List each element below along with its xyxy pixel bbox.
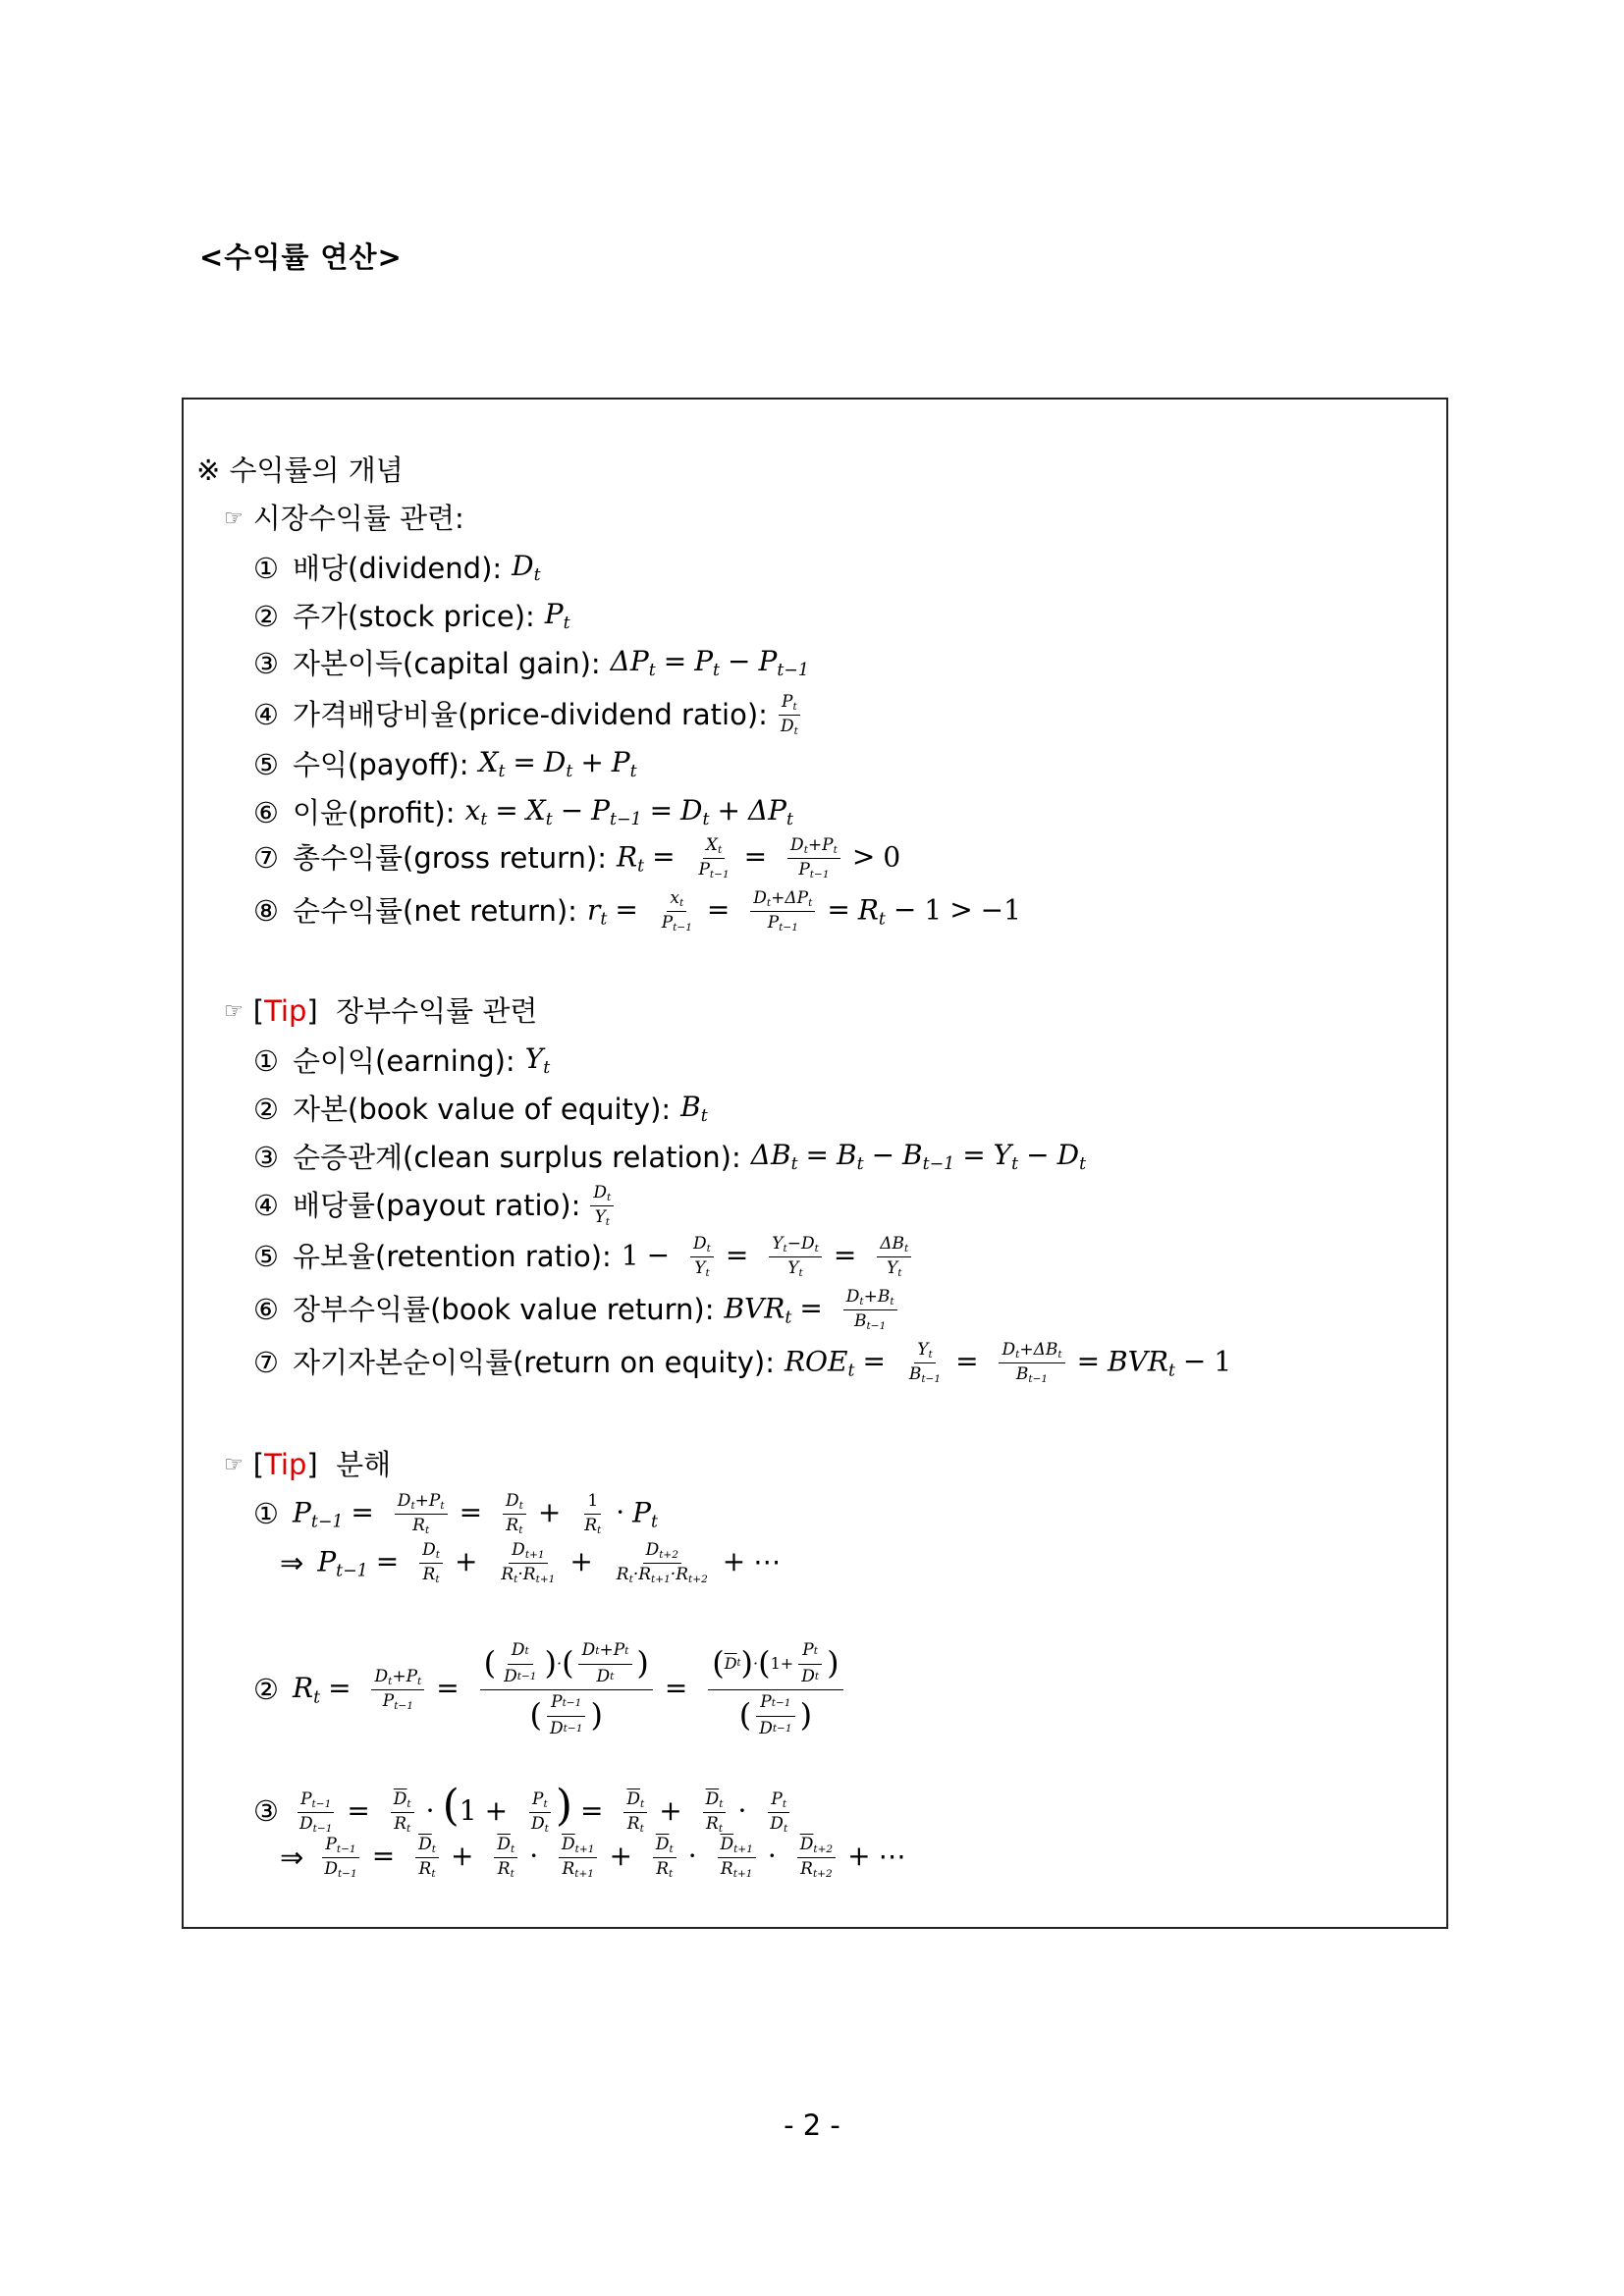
formula: $X_t = D_t + P_t$ xyxy=(478,746,637,782)
s2-item-3: ③ 순증관계(clean surplus relation): $\Delta B_t = B_t - B_{t-1} = Y_t - D_t$ xyxy=(253,1139,1087,1175)
formula: $\frac{P_{t-1}}{D_{t-1}}$ = $\frac{\overline{D}_t}{R_t}$ + $\frac{\overline{D}_t}{R_t}$ · $\frac{\overline{D}_{t+1}}{R_{t+1}}$ + $\frac{\overline{D}_t}{R_t}$ · $\frac{\overline{D}_{t+1}}{R_{t+1}}$ · $\frac{\overline{D}_{t+2}}{R_{t+2}}$ + ⋯ xyxy=(324,1835,906,1881)
formula: $x_t = X_t - P_{t-1} = D_t + \Delta P_t$ xyxy=(464,794,793,830)
s3-item-2: ② $R_t$ = $\frac{D_t+P_t}{P_{t-1}}$ = ( D t D t−1 ) · ( D t +P t D t ) ( P t−1 D t−1 ) = ( $\overline{D}$ t ) · ( 1+ P t D t ) ( P t−1 D t−1 ) xyxy=(253,1641,847,1738)
formula: $P_{t-1}$ = $\frac{D_t}{R_t}$ + $\frac{D_{t+1}}{R_t\cdot R_{t+1}}$ + $\frac{D_{t+2}}{R_t\cdot R_{t+1}\cdot R_{t+2}}$ + ⋯ xyxy=(317,1540,782,1586)
pointing-hand-icon: ☞ xyxy=(224,506,244,531)
s1-item-6: ⑥ 이윤(profit): $x_t = X_t - P_{t-1} = D_t + \Delta P_t$ xyxy=(253,794,793,830)
tip-label: Tip xyxy=(264,1448,307,1481)
formula: $B_t$ xyxy=(680,1091,708,1127)
s3-item-1-expansion: ⇒ $P_{t-1}$ = $\frac{D_t}{R_t}$ + $\frac{D_{t+1}}{R_t\cdot R_{t+1}}$ + $\frac{D_{t+2}}{R_t\cdot R_{t+1}\cdot R_{t+2}}$ + ⋯ xyxy=(280,1540,782,1586)
page-heading: <수익률 연산> xyxy=(199,240,403,274)
section2-title: 장부수익률 관련 xyxy=(336,994,538,1028)
s2-item-5: ⑤ 유보율(retention ratio): 1 − $\frac{D_t}{Y_t}$ = $\frac{Y_t-D_t}{Y_t}$ = $\frac{\Delta B_t}{Y_t}$ xyxy=(253,1235,915,1280)
formula: $\Delta B_t = B_t - B_{t-1} = Y_t - D_t$ xyxy=(750,1139,1087,1175)
formula: $ROE_t$ = $\frac{Y_t}{B_{t-1}}$ = $\frac{D_t+\Delta B_t}{B_{t-1}}$ = $BVR_t - 1$ xyxy=(784,1340,1232,1386)
section1-title: 시장수익률 관련: xyxy=(252,502,464,535)
s1-item-3: ③ 자본이득(capital gain): $\Delta P_t = P_t - P_{t-1}$ xyxy=(253,645,809,681)
s1-item-1: ① 배당(dividend): $D_t$ xyxy=(253,550,541,586)
formula: $Y_t$ xyxy=(524,1042,551,1079)
formula: $R_t$ = $\frac{D_t+P_t}{P_{t-1}}$ = ( D t D t−1 ) · ( D t +P t D t ) ( P t−1 D t−1 ) = ( $\overline{D}$ t ) · ( 1+ P t D t ) ( P t−1 D t−1 ) xyxy=(293,1641,847,1738)
s1-item-2: ② 주가(stock price): $P_t$ xyxy=(253,598,570,634)
section3-title: 분해 xyxy=(336,1448,392,1481)
formula: $D_t$ xyxy=(512,550,541,586)
formula: $BVR_t$ = $\frac{D_t+B_t}{B_{t-1}}$ xyxy=(724,1288,900,1333)
s1-item-4: ④ 가격배당비율(price-dividend ratio): $\frac{P_t}{D_t}$ xyxy=(253,693,805,738)
s3-item-1: ① $P_{t-1}$ = $\frac{D_t+P_t}{R_t}$ = $\frac{D_t}{R_t}$ + $\frac{1}{R_t}$ · $P_t$ xyxy=(253,1491,658,1537)
formula: $P_{t-1}$ = $\frac{D_t+P_t}{R_t}$ = $\frac{D_t}{R_t}$ + $\frac{1}{R_t}$ · $P_t$ xyxy=(293,1491,658,1537)
s3-item-3: ③ $\frac{P_{t-1}}{D_{t-1}}$ = $\frac{\overline{D}_t}{R_t}$ · (1 + $\frac{P_t}{D_t}$ ) = $\frac{\overline{D}_t}{R_t}$ + $\frac{\overline{D}_t}{R_t}$ · $\frac{P_t}{D_t}$ xyxy=(253,1789,794,1835)
pointing-hand-icon: ☞ xyxy=(224,998,244,1024)
s3-item-3-expansion: ⇒ $\frac{P_{t-1}}{D_{t-1}}$ = $\frac{\overline{D}_t}{R_t}$ + $\frac{\overline{D}_t}{R_t}$ · $\frac{\overline{D}_{t+1}}{R_{t+1}}$ + $\frac{\overline{D}_t}{R_t}$ · $\frac{\overline{D}_{t+1}}{R_{t+1}}$ · $\frac{\overline{D}_{t+2}}{R_{t+2}}$ + ⋯ xyxy=(280,1835,906,1881)
formula: $r_t$ = $\frac{x_t}{P_{t-1}}$ = $\frac{D_t+\Delta P_t}{P_{t-1}}$ = $R_t - 1 > -1$ xyxy=(586,888,1021,934)
formula: $\frac{D_t}{Y_t}$ xyxy=(586,1184,618,1229)
s2-item-6: ⑥ 장부수익률(book value return): $BVR_t$ = $\frac{D_t+B_t}{B_{t-1}}$ xyxy=(253,1288,901,1333)
formula: $\frac{P_{t-1}}{D_{t-1}}$ = $\frac{\overline{D}_t}{R_t}$ · (1 + $\frac{P_t}{D_t}$ ) = $\frac{\overline{D}_t}{R_t}$ + $\frac{\overline{D}_t}{R_t}$ · $\frac{P_t}{D_t}$ xyxy=(299,1781,788,1836)
s1-item-7: ⑦ 총수익률(gross return): $R_t$ = $\frac{X_t}{P_{t-1}}$ = $\frac{D_t+P_t}{P_{t-1}}$ > 0 xyxy=(253,835,901,881)
page-number: - 2 - xyxy=(784,2109,840,2142)
section1-header xyxy=(224,502,464,535)
s2-item-1: ① 순이익(earning): $Y_t$ xyxy=(253,1042,551,1079)
s2-item-2: ② 자본(book value of equity): $B_t$ xyxy=(253,1091,708,1127)
formula: 1 − $\frac{D_t}{Y_t}$ = $\frac{Y_t-D_t}{Y_t}$ = $\frac{\Delta B_t}{Y_t}$ xyxy=(622,1235,915,1280)
section2-header: ☞ [ Tip ] 장부수익률 관련 xyxy=(224,994,538,1028)
formula: $R_t$ = $\frac{X_t}{P_{t-1}}$ = $\frac{D_t+P_t}{P_{t-1}}$ > 0 xyxy=(617,835,901,881)
concept-title: ※ 수익률의 개념 xyxy=(196,454,404,487)
formula: $\frac{P_t}{D_t}$ xyxy=(780,692,798,738)
formula: $P_t$ xyxy=(544,598,570,634)
pointing-hand-icon: ☞ xyxy=(224,1452,244,1477)
tip-label: Tip xyxy=(264,994,307,1028)
s1-item-8: ⑧ 순수익률(net return): $r_t$ = $\frac{x_t}{P_{t-1}}$ = $\frac{D_t+\Delta P_t}{P_{t-1}}$ = $R_t - 1 > -1$ xyxy=(253,888,1021,934)
s2-item-4: ④ 배당률(payout ratio): $\frac{D_t}{Y_t}$ xyxy=(253,1184,618,1229)
s2-item-7: ⑦ 자기자본순이익률(return on equity): $ROE_t$ = $\frac{Y_t}{B_{t-1}}$ = $\frac{D_t+\Delta B_t}{B_{t-1}}$ = $BVR_t - 1$ xyxy=(253,1340,1232,1386)
section3-header: ☞ [ Tip ] 분해 xyxy=(224,1448,392,1481)
formula: $\Delta P_t = P_t - P_{t-1}$ xyxy=(610,645,809,681)
s1-item-5: ⑤ 수익(payoff): $X_t = D_t + P_t$ xyxy=(253,746,637,782)
